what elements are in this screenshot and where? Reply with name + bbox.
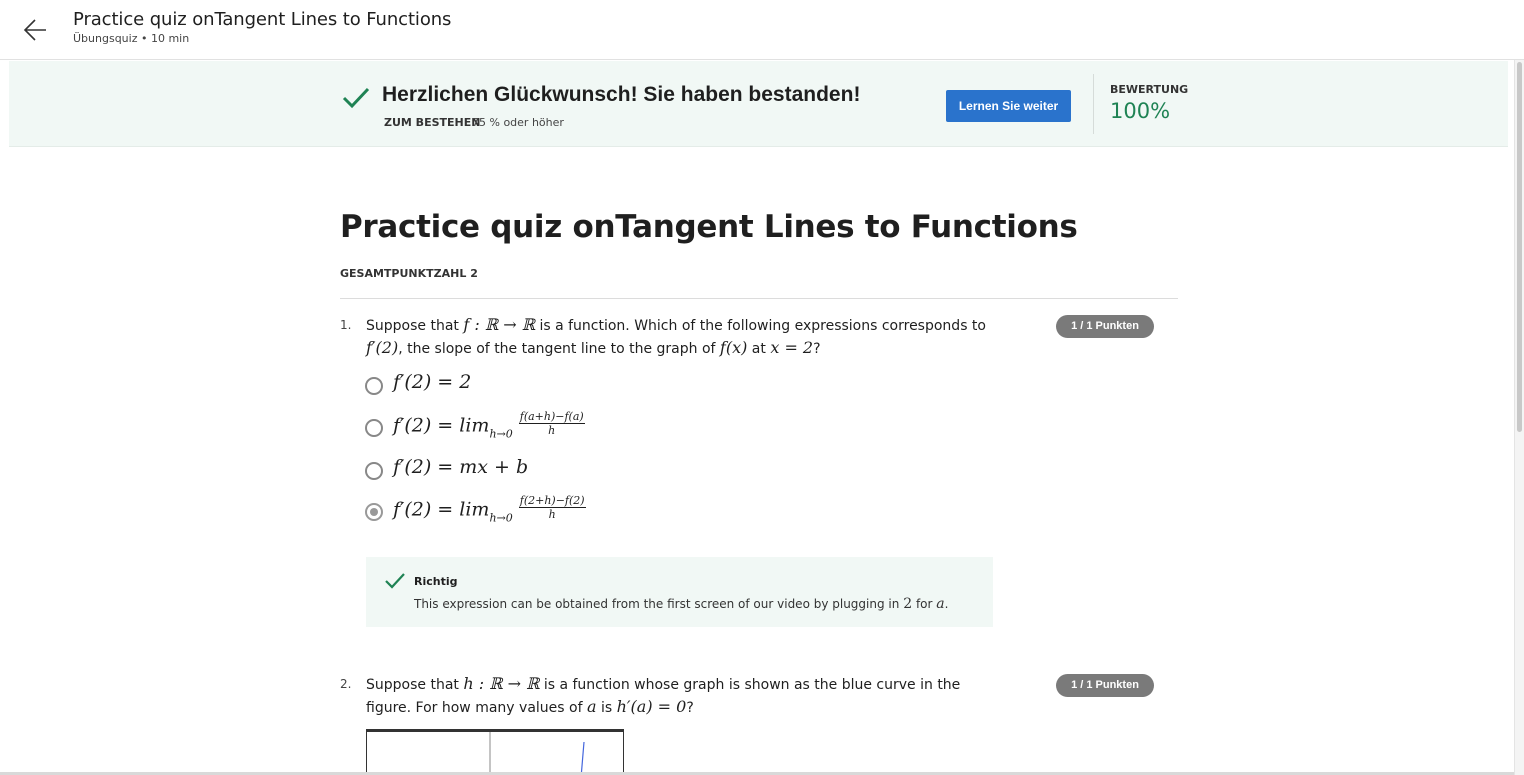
limit-subscript: h→0: [489, 511, 513, 525]
fraction: [519, 494, 586, 521]
math-expression: f′(2): [366, 338, 399, 357]
math-expression: 2: [903, 596, 913, 612]
scrollbar-thumb[interactable]: [1517, 62, 1522, 432]
pass-label: ZUM BESTEHEN: [384, 116, 481, 129]
question-number: 1.: [340, 318, 352, 332]
question-figure: [366, 729, 624, 775]
radio-button-checked[interactable]: [365, 503, 383, 521]
radio-button[interactable]: [365, 419, 383, 437]
quiz-title: Practice quiz onTangent Lines to Functions: [340, 209, 1078, 245]
graph-figure: [367, 732, 624, 775]
feedback-label: Richtig: [414, 575, 458, 588]
points-badge: 1 / 1 Punkten: [1056, 315, 1154, 338]
radio-button[interactable]: [365, 377, 383, 395]
feedback-text-part: This expression can be obtained from the first screen of our video by plugging in: [414, 597, 900, 611]
result-banner: [9, 61, 1508, 147]
question-text-part: , the slope of the tangent line to the graph of: [398, 341, 716, 357]
math-expression: a: [586, 697, 597, 716]
back-arrow-icon: [22, 16, 50, 44]
header-subtitle: Übungsquiz • 10 min: [73, 32, 190, 45]
question-text-part: ?: [813, 341, 821, 357]
pass-value: 75 % oder höher: [472, 116, 564, 129]
question-text: [366, 314, 1006, 360]
points-badge: 1 / 1 Punkten: [1056, 674, 1154, 697]
option-label: [393, 494, 586, 525]
feedback-text-part: for: [915, 597, 933, 611]
vertical-scrollbar[interactable]: [1514, 60, 1524, 775]
math-expression: f(x): [719, 338, 748, 357]
option-expression: f′(2) = lim: [393, 414, 490, 437]
checkmark-icon: [342, 86, 370, 110]
radio-button[interactable]: [365, 462, 383, 480]
feedback-text-part: .: [944, 597, 949, 611]
back-button[interactable]: [22, 16, 50, 44]
fraction-numerator: f(a+h)−f(a): [519, 410, 584, 423]
math-expression: f : ℝ → ℝ: [463, 315, 535, 334]
limit-subscript: h→0: [489, 427, 513, 441]
question-text-part: ?: [686, 700, 694, 716]
blue-curve: [581, 742, 584, 775]
top-bar: [0, 0, 1524, 60]
fraction-denominator: h: [548, 424, 556, 437]
math-expression: h : ℝ → ℝ: [463, 674, 540, 693]
feedback-text: [414, 596, 948, 612]
continue-button[interactable]: Lernen Sie weiter: [946, 90, 1071, 122]
question-text: [366, 673, 1006, 719]
banner-title: Herzlichen Glückwunsch! Sie haben bestanden!: [382, 83, 861, 106]
fraction-denominator: h: [548, 508, 556, 521]
option-label: f′(2) = mx + b: [393, 456, 529, 478]
math-expression: h′(a) = 0: [616, 697, 687, 716]
divider: [340, 298, 1178, 299]
question-text-part: Suppose that: [366, 318, 459, 334]
question-text-part: is a function. Which of the following expressions corresponds to: [539, 318, 986, 334]
grade-value: 100%: [1110, 99, 1171, 123]
question-text-part: For how many values of: [415, 700, 583, 716]
question-text-part: is a function whose graph is shown as the blue curve in the figure.: [366, 677, 961, 716]
fraction-numerator: f(2+h)−f(2): [519, 494, 585, 507]
banner-divider: [1093, 74, 1094, 134]
feedback-box: [366, 557, 993, 627]
checkmark-icon: [385, 573, 405, 589]
question-number: 2.: [340, 677, 352, 691]
math-expression: x = 2: [770, 338, 814, 357]
question-text-part: is: [600, 700, 613, 716]
question-text-part: Suppose that: [366, 677, 459, 693]
option-expression: f′(2) = lim: [393, 498, 490, 521]
math-expression: a: [936, 596, 945, 612]
option-label: f′(2) = 2: [393, 371, 472, 393]
total-points-label: GESAMTPUNKTZAHL 2: [340, 267, 478, 280]
fraction: [519, 410, 585, 437]
option-label: [393, 410, 585, 441]
header-title: Practice quiz onTangent Lines to Functions: [73, 9, 452, 30]
grade-label: BEWERTUNG: [1110, 83, 1189, 96]
question-text-part: at: [751, 341, 766, 357]
